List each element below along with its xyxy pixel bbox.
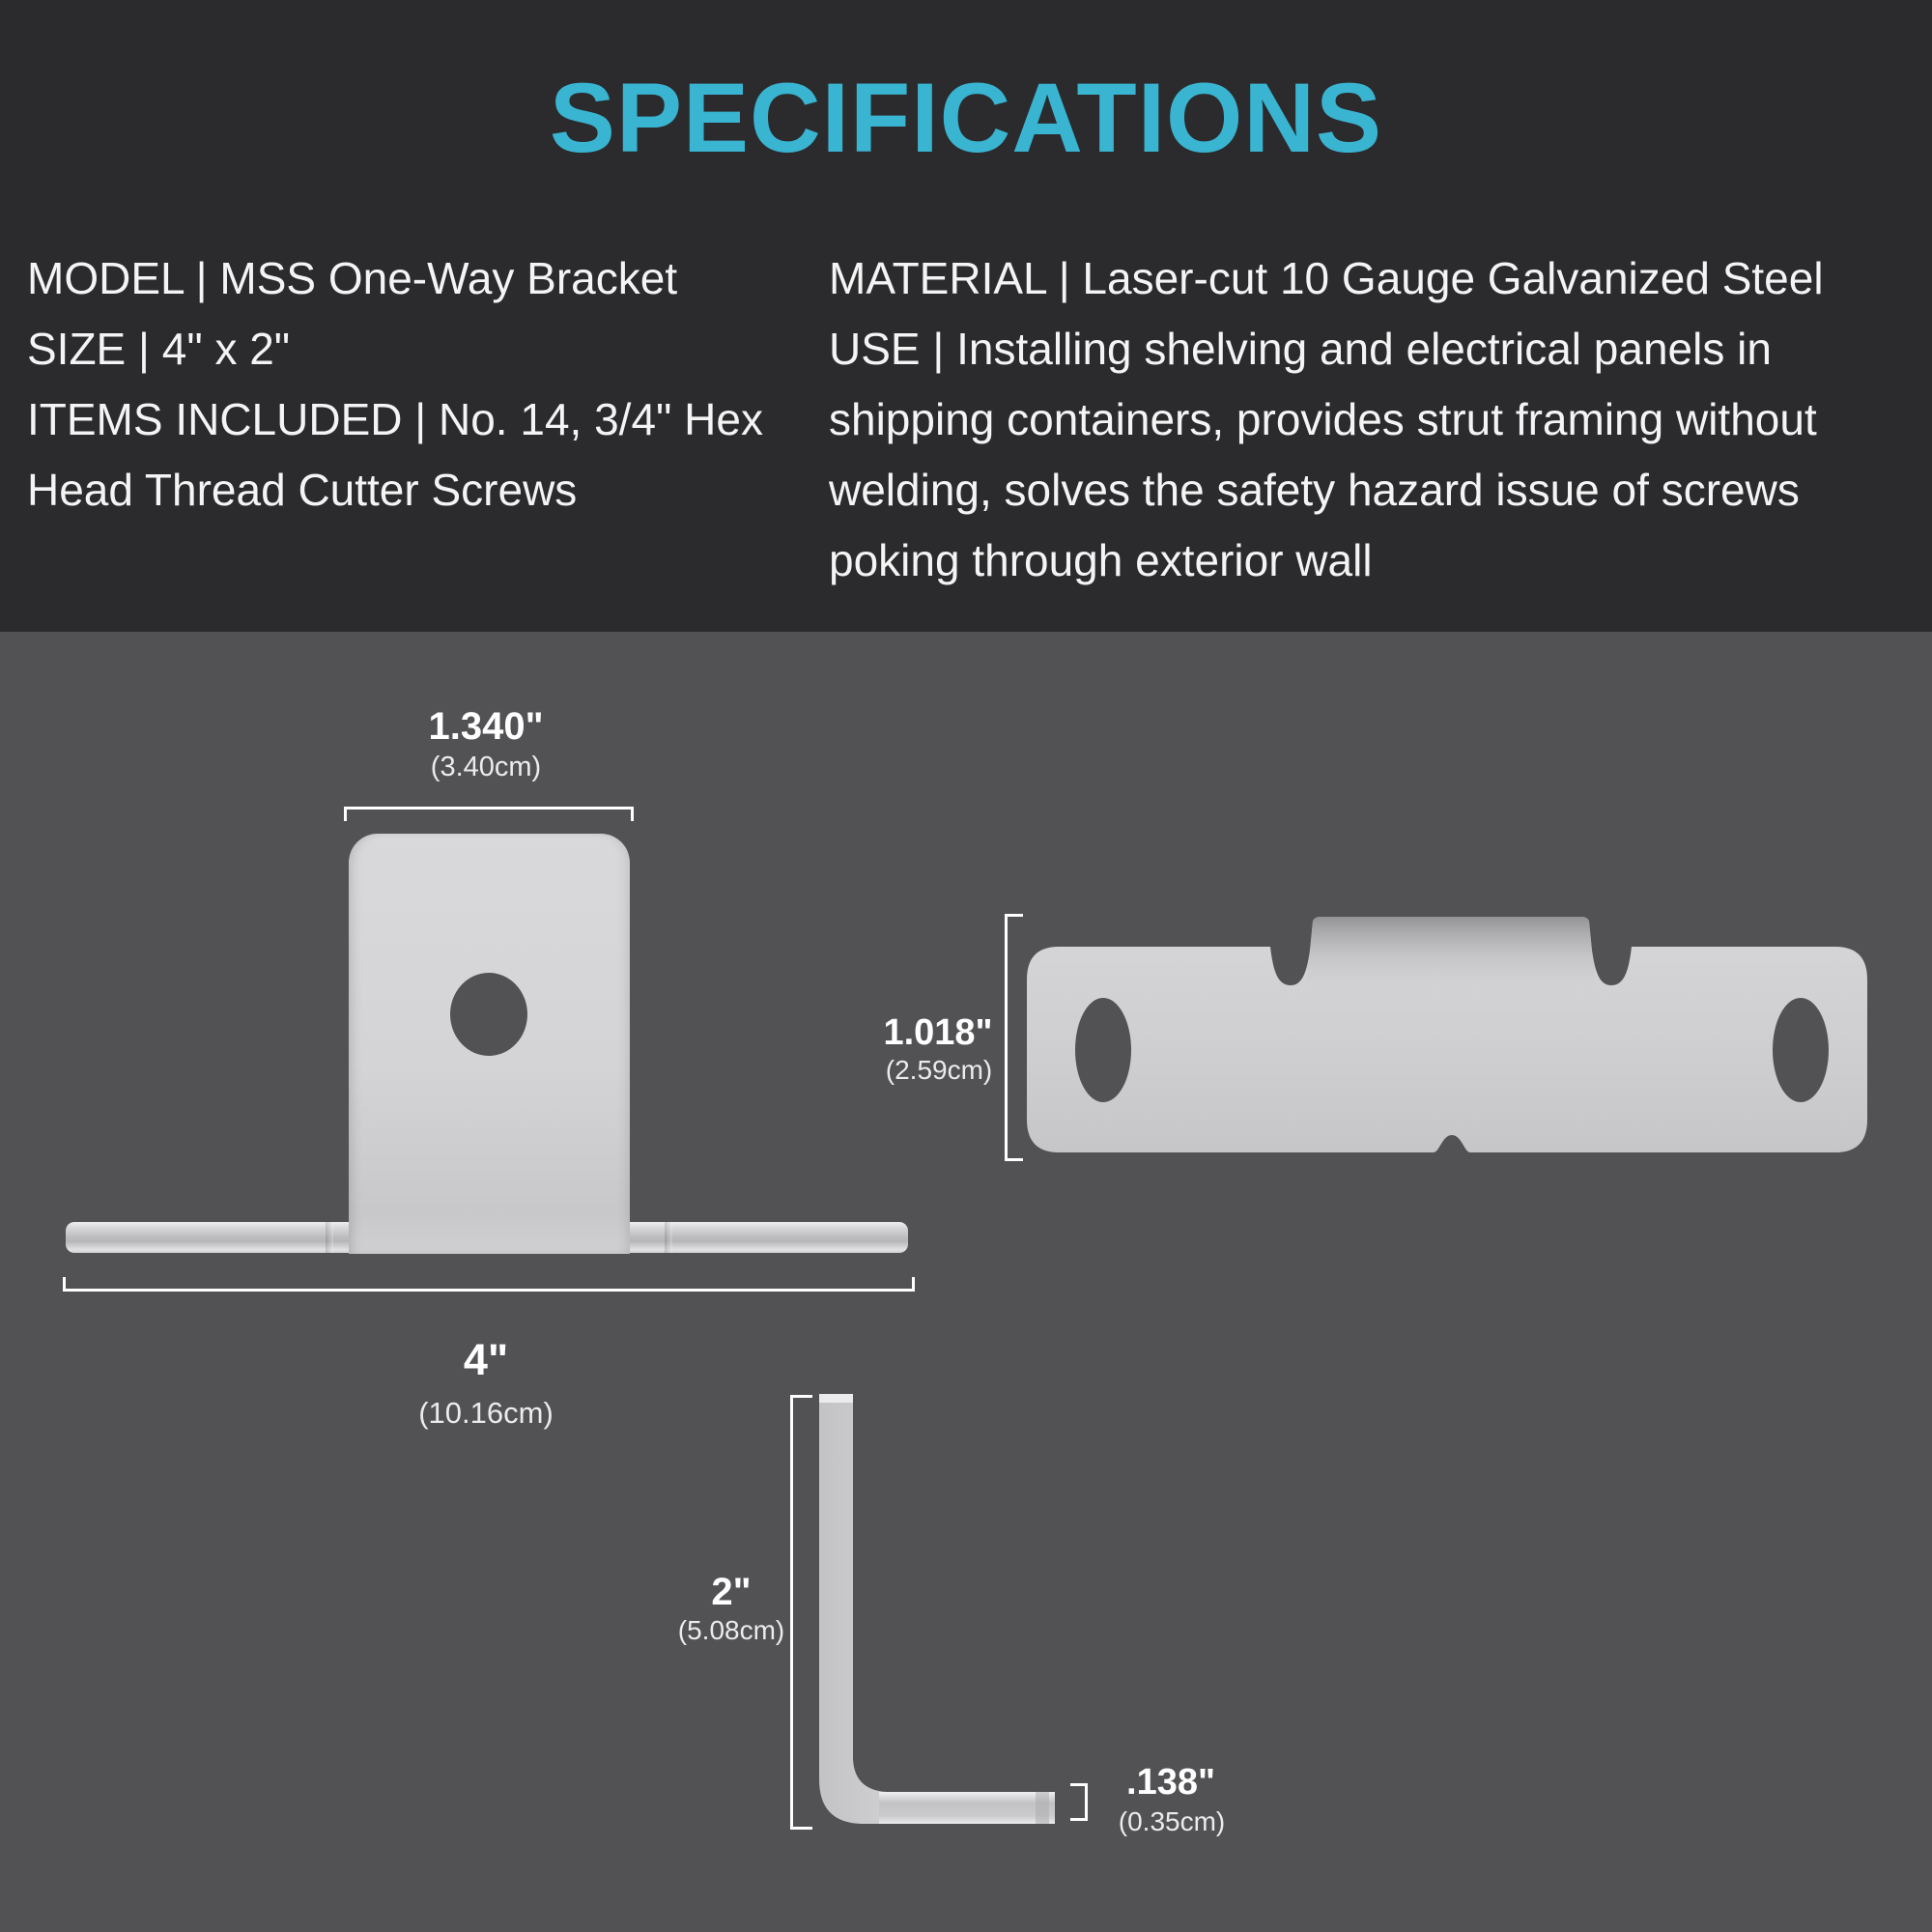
- spec-size-line: SIZE | 4" x 2": [27, 324, 291, 374]
- slot-hole-right: [1773, 998, 1829, 1102]
- front-length-label-metric: (10.16cm): [418, 1396, 554, 1430]
- top-height-dimension-bracket: [1005, 914, 1023, 1161]
- side-view-outline: [792, 1381, 1082, 1835]
- spec-material-line: MATERIAL | Laser-cut 10 Gauge Galvanized Steel: [829, 253, 1824, 303]
- top-view-outline: [1024, 912, 1874, 1159]
- base-plate-seam-right: [665, 1222, 672, 1253]
- base-plate-seam-left: [326, 1222, 333, 1253]
- spec-use-line: USE | Installing shelving and electrical panels in: [829, 324, 1772, 374]
- front-length-label-inches: 4": [463, 1335, 509, 1384]
- folded-tab-shading: [1307, 917, 1595, 989]
- side-thickness-label-metric: (0.35cm): [1118, 1806, 1226, 1836]
- spec-model-line: MODEL | MSS One-Way Bracket: [27, 253, 678, 303]
- side-foot-end-shading: [1036, 1792, 1049, 1824]
- bolt-hole: [450, 973, 527, 1056]
- spec-items-line2: Head Thread Cutter Screws: [27, 465, 578, 515]
- spec-use-line3: welding, solves the safety hazard issue of screws: [829, 465, 1800, 515]
- specs-left-column: [27, 243, 819, 526]
- side-height-label-inches: 2": [711, 1571, 752, 1613]
- side-thickness-dimension-bracket: [1070, 1783, 1088, 1821]
- page-title: SPECIFICATIONS: [549, 63, 1383, 173]
- front-length-dimension-bracket: [63, 1277, 915, 1292]
- side-top-cap-highlight: [819, 1394, 853, 1403]
- side-thickness-label-inches: .138": [1126, 1762, 1215, 1803]
- spec-use-line4: poking through exterior wall: [829, 535, 1373, 585]
- specs-right-column: [829, 243, 1920, 596]
- header-panel: [0, 0, 1932, 632]
- front-width-label-inches: 1.340": [428, 705, 544, 748]
- top-height-label-metric: (2.59cm): [885, 1055, 993, 1085]
- front-width-label-metric: (3.40cm): [430, 752, 542, 782]
- slot-hole-left: [1075, 998, 1131, 1102]
- spec-items-line: ITEMS INCLUDED | No. 14, 3/4" Hex: [27, 394, 763, 444]
- side-height-label-metric: (5.08cm): [677, 1615, 785, 1645]
- side-foot-shading: [879, 1792, 1055, 1824]
- front-width-dimension-bracket: [344, 807, 634, 821]
- top-height-label-inches: 1.018": [883, 1012, 993, 1053]
- spec-use-line2: shipping containers, provides strut framing without: [829, 394, 1817, 444]
